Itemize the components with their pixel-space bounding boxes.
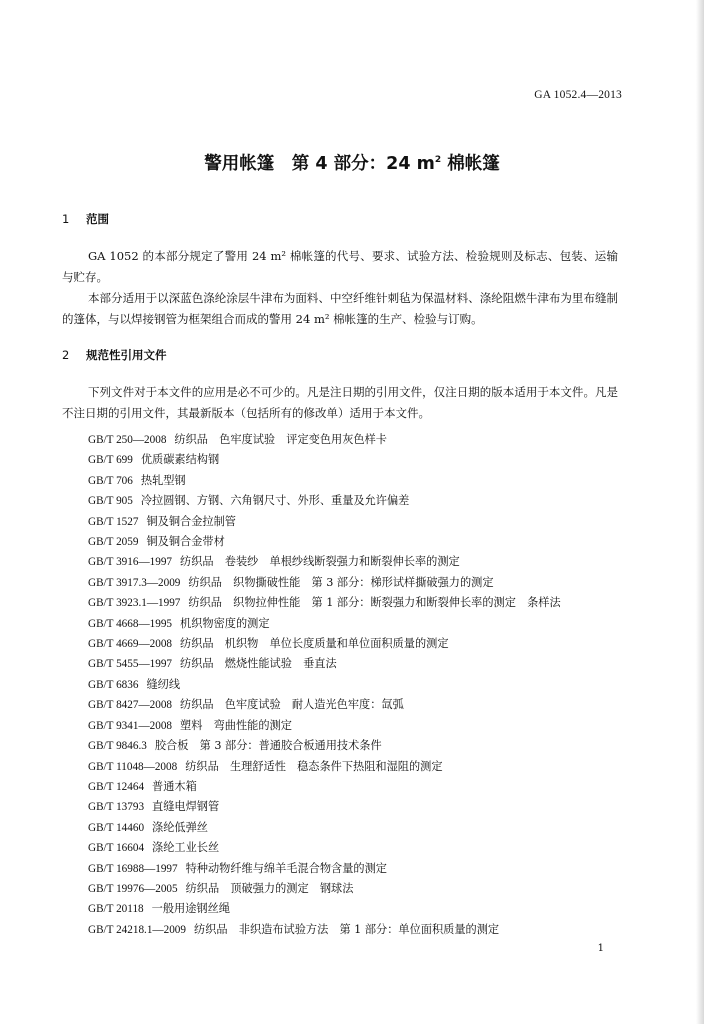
reference-item — [62, 695, 622, 715]
standard-code: GA 1052.4—2013 — [534, 89, 622, 101]
section-title: 范围 — [86, 212, 109, 226]
section-title: 规范性引用文件 — [86, 348, 167, 362]
scope-paragraph-1: GA 1052 的本部分规定了警用 24 m² 棉帐篷的代号、要求、试验方法、检验规则及标志、包装、运输与贮存。 — [62, 249, 618, 284]
reference-code: GB/T 8427—2008 — [88, 699, 173, 712]
scope-paragraph-2: 本部分适用于以深蓝色涤纶涂层牛津布为面料、中空纤维针刺毡为保温材料、涤纶阻燃牛津布为里布缝制的篷体，与以焊接钢管为框架组合而成的警用 24 m² 棉帐篷的生产、检验与订购。 — [62, 291, 618, 326]
reference-item — [62, 797, 622, 817]
reference-title: 胶合板 第 3 部分：普通胶合板通用技术条件 — [154, 739, 382, 753]
reference-item — [62, 430, 622, 450]
reference-item — [62, 920, 622, 940]
reference-code: GB/T 905 — [88, 495, 133, 508]
title-main: 警用帐篷 第 4 部分：24 m — [204, 154, 435, 174]
reference-title: 纺织品 卷装纱 单根纱线断裂强力和断裂伸长率的测定 — [180, 555, 460, 569]
reference-title: 纺织品 生理舒适性 稳态条件下热阻和湿阻的测定 — [185, 759, 443, 773]
reference-item — [62, 757, 622, 777]
reference-item — [62, 491, 622, 511]
reference-item — [62, 879, 622, 899]
reference-title: 热轧型钢 — [140, 473, 186, 487]
reference-item — [62, 654, 622, 674]
reference-code: GB/T 9341—2008 — [88, 719, 173, 732]
reference-code: GB/T 699 — [88, 454, 133, 467]
reference-item — [62, 512, 622, 532]
reference-title: 优质碳素结构钢 — [140, 453, 220, 467]
reference-code: GB/T 1527 — [88, 515, 139, 528]
reference-code: GB/T 13793 — [88, 801, 145, 814]
reference-code: GB/T 9846.3 — [88, 740, 147, 753]
reference-item — [62, 552, 622, 572]
reference-item — [62, 777, 622, 797]
reference-item — [62, 899, 622, 919]
reference-title: 纺织品 织物撕破性能 第 3 部分：梯形试样撕破强力的测定 — [188, 575, 494, 589]
reference-code: GB/T 11048—2008 — [88, 760, 178, 773]
reference-title: 一般用途钢丝绳 — [151, 902, 230, 916]
reference-code: GB/T 3917.3—2009 — [88, 576, 181, 589]
page-number: 1 — [597, 943, 604, 954]
reference-title: 机织物密度的测定 — [180, 616, 270, 630]
title-tail: 棉帐篷 — [441, 154, 500, 174]
reference-code: GB/T 250—2008 — [88, 434, 167, 446]
reference-item — [62, 573, 622, 593]
reference-item — [62, 838, 622, 858]
reference-item — [62, 532, 622, 552]
section-heading-scope — [62, 211, 109, 227]
reference-title: 铜及铜合金拉制管 — [146, 514, 236, 528]
reference-code: GB/T 6836 — [88, 678, 139, 691]
reference-code: GB/T 5455—1997 — [88, 658, 173, 671]
reference-title: 纺织品 机织物 单位长度质量和单位面积质量的测定 — [180, 637, 449, 651]
reference-code: GB/T 14460 — [88, 821, 145, 834]
reference-title: 纺织品 燃烧性能试验 垂直法 — [180, 657, 337, 671]
section-heading-references — [62, 347, 167, 363]
reference-item — [62, 818, 622, 838]
reference-code: GB/T 16988—1997 — [88, 862, 178, 875]
reference-item — [62, 614, 622, 634]
reference-title: 纺织品 非织造布试验方法 第 1 部分：单位面积质量的测定 — [194, 922, 500, 936]
reference-title: 纺织品 色牢度试验 耐人造光色牢度：氙弧 — [180, 698, 404, 712]
reference-code: GB/T 2059 — [88, 536, 139, 549]
document-title — [0, 150, 704, 175]
reference-code: GB/T 3923.1—1997 — [88, 597, 181, 610]
reference-code: GB/T 4668—1995 — [88, 617, 173, 630]
reference-item — [62, 450, 622, 470]
reference-code: GB/T 706 — [88, 474, 133, 487]
reference-item — [62, 471, 622, 491]
reference-list — [62, 430, 622, 940]
reference-item — [62, 736, 622, 756]
reference-code: GB/T 24218.1—2009 — [88, 923, 186, 936]
reference-title: 普通木箱 — [152, 779, 197, 793]
references-intro-paragraph: 下列文件对于本文件的应用是必不可少的。凡是注日期的引用文件，仅注日期的版本适用于本文件。凡是不注日期的引用文件，其最新版本（包括所有的修改单）适用于本文件。 — [62, 385, 618, 420]
section-number: 1 — [62, 212, 70, 226]
reference-title: 冷拉圆钢、方钢、六角钢尺寸、外形、重量及允许偏差 — [140, 494, 410, 508]
reference-code: GB/T 20118 — [88, 903, 144, 916]
reference-title: 涤纶工业长丝 — [152, 841, 220, 855]
reference-title: 纺织品 织物拉伸性能 第 1 部分：断裂强力和断裂伸长率的测定 条样法 — [188, 596, 561, 610]
section-number: 2 — [62, 348, 70, 362]
reference-code: GB/T 12464 — [88, 780, 145, 793]
reference-title: 涤纶低弹丝 — [152, 820, 208, 834]
reference-item — [62, 593, 622, 613]
reference-title: 塑料 弯曲性能的测定 — [180, 718, 292, 732]
title-superscript: 2 — [434, 155, 442, 166]
reference-code: GB/T 3916—1997 — [88, 556, 173, 569]
reference-code: GB/T 16604 — [88, 842, 145, 855]
reference-code: GB/T 19976—2005 — [88, 882, 178, 895]
reference-title: 铜及铜合金带材 — [146, 535, 225, 549]
reference-title: 直缝电焊钢管 — [152, 800, 220, 814]
reference-code: GB/T 4669—2008 — [88, 638, 173, 651]
reference-title: 缝纫线 — [146, 677, 181, 691]
reference-title: 特种动物纤维与绵羊毛混合物含量的测定 — [185, 861, 387, 875]
reference-title: 纺织品 顶破强力的测定 钢球法 — [185, 881, 354, 895]
reference-item — [62, 634, 622, 654]
reference-title: 纺织品 色牢度试验 评定变色用灰色样卡 — [174, 433, 387, 446]
reference-item — [62, 716, 622, 736]
reference-item — [62, 859, 622, 879]
reference-item — [62, 675, 622, 695]
